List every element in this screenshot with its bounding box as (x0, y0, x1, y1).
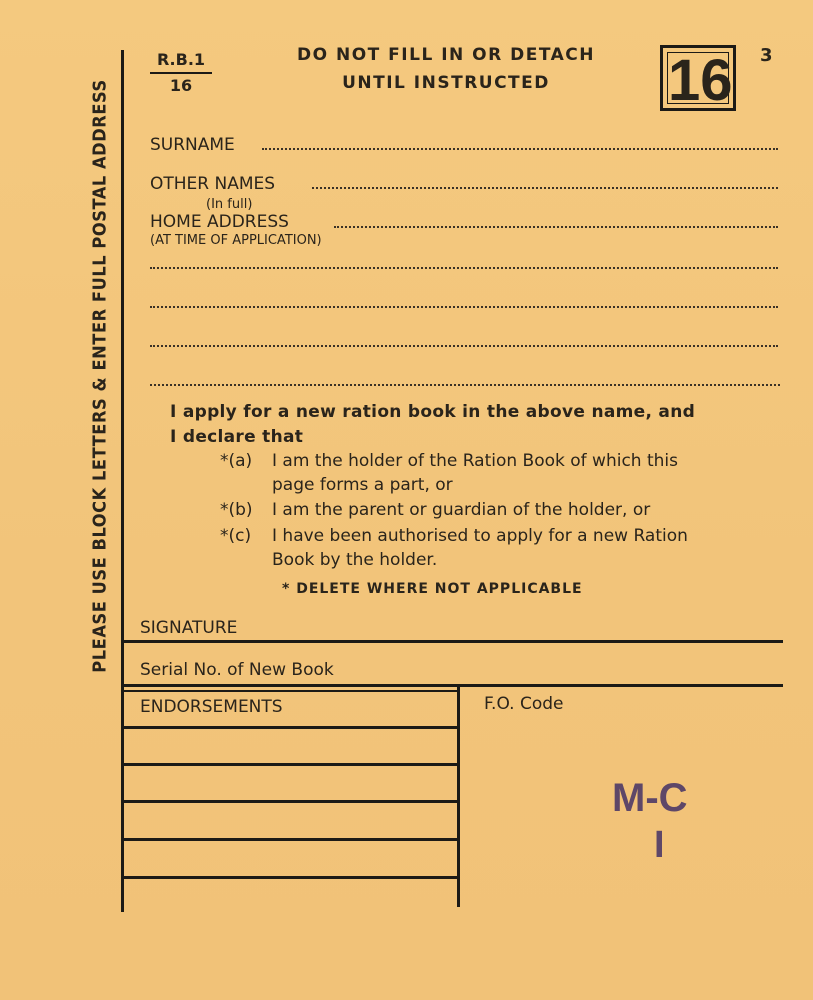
delete-note: * DELETE WHERE NOT APPLICABLE (282, 581, 583, 597)
option-a-key: *(a) (220, 451, 253, 471)
serial-line[interactable] (121, 684, 783, 687)
header-line-2: UNTIL INSTRUCTED (342, 73, 550, 93)
option-c-line-1: I have been authorised to apply for a new Ration (272, 526, 688, 546)
page-number: 3 (760, 45, 773, 66)
home-address-label: HOME ADDRESS (150, 212, 289, 232)
declaration-line-1: I apply for a new ration book in the above name, and (170, 402, 696, 422)
option-b[interactable] (220, 498, 790, 524)
office-stamp-line-2: I (654, 824, 665, 866)
endorsement-line-2[interactable] (121, 763, 457, 766)
endorsements-label: ENDORSEMENTS (140, 697, 283, 717)
endorsements-top-rule (121, 690, 459, 692)
other-names-note: (In full) (206, 197, 253, 212)
other-names-label: OTHER NAMES (150, 174, 276, 194)
option-a[interactable] (220, 449, 790, 499)
signature-line[interactable] (121, 640, 783, 643)
side-instruction: PLEASE USE BLOCK LETTERS & ENTER FULL POSTAL ADDRESS (89, 79, 111, 673)
fo-code-label: F.O. Code (484, 694, 564, 714)
option-c-line-2: Book by the holder. (272, 550, 438, 570)
endorsement-line-4[interactable] (121, 838, 457, 841)
other-names-field[interactable] (312, 187, 778, 189)
form-code-top: R.B.1 (156, 50, 206, 69)
address-line-5[interactable] (150, 384, 780, 386)
option-b-line-1: I am the parent or guardian of the holder, or (272, 500, 651, 520)
endorsements-divider (457, 687, 460, 907)
surname-field[interactable] (262, 148, 778, 150)
book-number-box (660, 45, 736, 111)
option-c-key: *(c) (220, 526, 252, 546)
endorsement-line-1[interactable] (121, 726, 457, 729)
form-code-bottom: 16 (169, 76, 193, 95)
option-a-line-2: page forms a part, or (272, 475, 453, 495)
address-line-4[interactable] (150, 345, 778, 347)
option-a-line-1: I am the holder of the Ration Book of which this (272, 451, 679, 471)
surname-label: SURNAME (150, 135, 235, 155)
option-b-key: *(b) (220, 500, 253, 520)
form-code-rule (150, 72, 212, 74)
left-border-rule (121, 50, 124, 912)
signature-label: SIGNATURE (140, 618, 238, 638)
header-line-1: DO NOT FILL IN OR DETACH (297, 45, 595, 65)
serial-label: Serial No. of New Book (140, 660, 334, 680)
book-number: 16 (668, 48, 733, 113)
address-line-2[interactable] (150, 267, 778, 269)
declaration-line-2: I declare that (170, 427, 304, 447)
option-c[interactable] (220, 524, 790, 574)
office-stamp-line-1: M-C (612, 776, 688, 820)
endorsement-line-5[interactable] (121, 876, 457, 879)
home-address-field[interactable] (334, 226, 778, 228)
home-address-note: (AT TIME OF APPLICATION) (150, 233, 322, 248)
endorsement-line-3[interactable] (121, 800, 457, 803)
address-line-3[interactable] (150, 306, 778, 308)
